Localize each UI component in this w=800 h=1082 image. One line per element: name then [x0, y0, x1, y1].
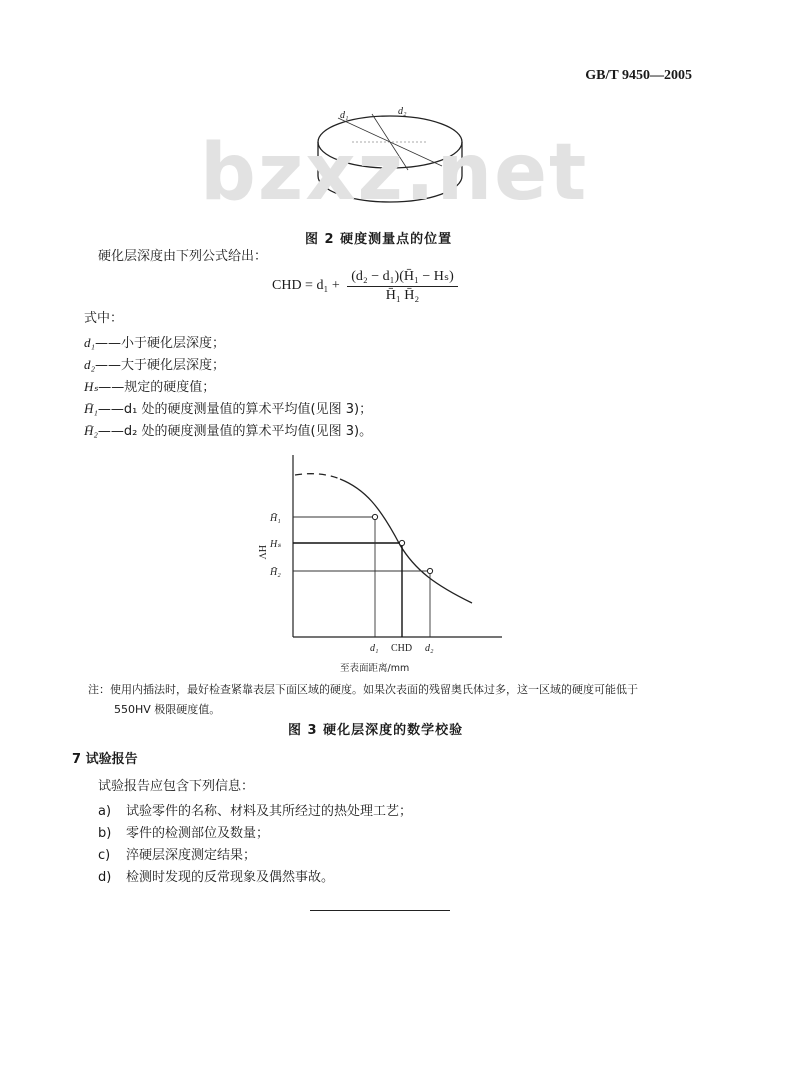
chd-formula	[272, 268, 458, 304]
x-tick-d2: d₂	[425, 643, 434, 654]
list-item: d) 检测时发现的反常现象及偶然事故。	[98, 870, 335, 885]
variable-row: H̄₁——d₁ 处的硬度测量值的算术平均值(见图 3)；	[84, 401, 373, 417]
y-tick-h1: H̄₁	[270, 513, 281, 524]
variable-row: d₂——大于硬化层深度；	[84, 357, 226, 373]
curve-dashed-segment	[295, 474, 340, 479]
formula-numerator: (d₂ − d₁)(H̄₁ − Hₛ)	[347, 268, 458, 287]
section-7-title: 7 试验报告	[72, 752, 138, 767]
list-item: c) 淬硬层深度测定结果；	[98, 848, 257, 863]
hardness-curve	[340, 479, 472, 603]
y-tick-h2: H̄₂	[270, 567, 281, 578]
x-axis-label: 至表面距离/mm	[340, 663, 410, 674]
watermark: bzxz.net	[200, 128, 589, 218]
y-axis-label: HV	[256, 545, 267, 560]
label-d1: d₁	[340, 110, 349, 121]
variable-row: d₁——小于硬化层深度；	[84, 335, 226, 351]
point-chd	[399, 540, 404, 545]
formula-intro: 硬化层深度由下列公式给出：	[98, 249, 268, 264]
section-7-intro: 试验报告应包含下列信息：	[98, 779, 255, 794]
label-d2: d₂	[398, 106, 407, 117]
x-tick-d1: d₁	[370, 643, 379, 654]
formula-denominator: H̄₁ H̄₂	[385, 288, 420, 303]
list-item: b) 零件的检测部位及数量；	[98, 826, 270, 841]
note-line-1: 注：使用内插法时，最好检查紧靠表层下面区域的硬度。如果次表面的残留奥氏体过多，这一区域的硬度可能低于	[88, 683, 638, 696]
variable-row: Hₛ——规定的硬度值；	[84, 379, 216, 395]
where-label: 式中：	[84, 311, 124, 326]
figure-2-caption: 图 2 硬度测量点的位置	[305, 232, 453, 247]
figure-3-caption: 图 3 硬化层深度的数学校验	[288, 723, 464, 738]
figure-3-chart	[240, 445, 530, 680]
note-line-2: 550HV 极限硬度值。	[114, 703, 221, 716]
point-d1	[372, 514, 377, 519]
list-item: a) 试验零件的名称、材料及其所经过的热处理工艺；	[98, 804, 413, 819]
x-tick-chd: CHD	[391, 643, 413, 654]
end-rule	[310, 910, 450, 911]
report-items-list	[98, 800, 412, 888]
formula-lhs: CHD = d₁ +	[272, 278, 340, 293]
y-tick-hs: Hₛ	[270, 539, 281, 550]
point-d2	[427, 568, 432, 573]
standard-number: GB/T 9450—2005	[585, 68, 692, 83]
variable-row: H̄₂——d₂ 处的硬度测量值的算术平均值(见图 3)。	[84, 423, 373, 439]
figure-3-note	[88, 680, 708, 720]
